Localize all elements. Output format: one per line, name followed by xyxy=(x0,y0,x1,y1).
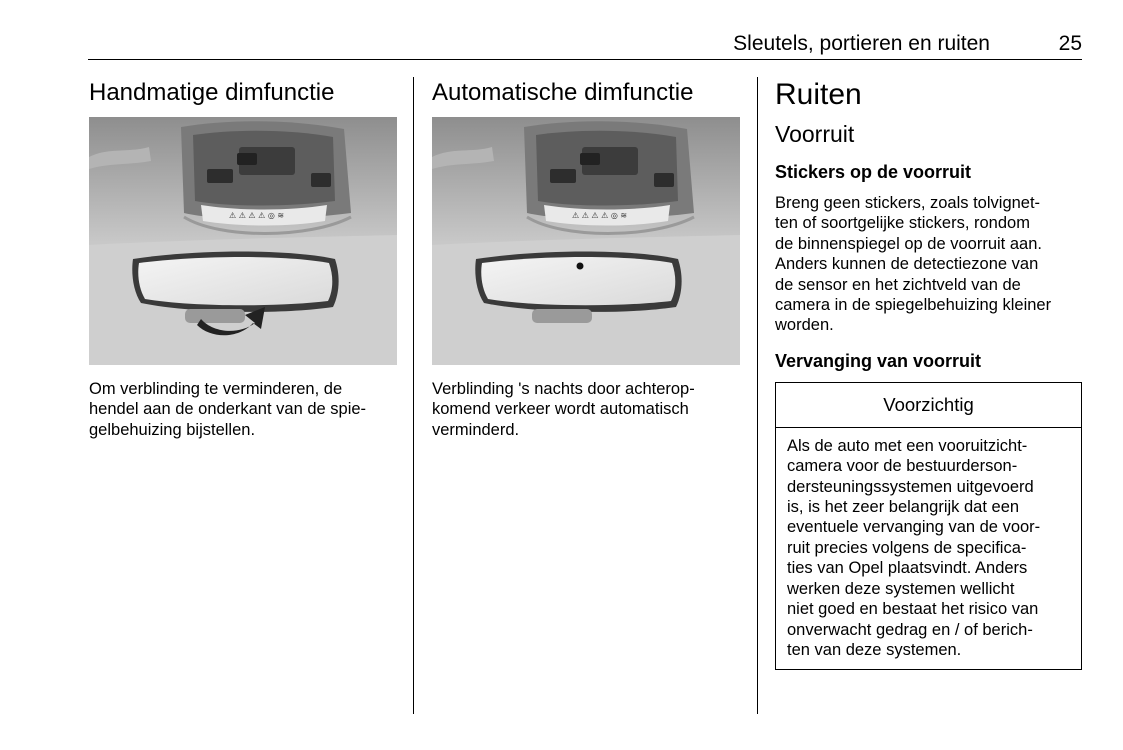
stickers-line: de binnenspiegel op de voorruit aan. xyxy=(775,234,1042,253)
caution-line: camera voor de bestuurderson- xyxy=(787,457,1018,476)
caution-box xyxy=(775,382,1082,670)
windscreen-subheading: Voorruit xyxy=(775,121,855,147)
automatic-dimming-mirror-illustration-icon xyxy=(432,117,740,365)
svg-text:⚠ ⚠ ⚠ ⚠ ◎ ≋: ⚠ ⚠ ⚠ ⚠ ◎ ≋ xyxy=(229,211,285,220)
caption-line: Om verblinding te verminderen, de xyxy=(89,380,343,398)
replacement-heading: Vervanging van voorruit xyxy=(775,350,982,371)
caution-line: ties van Opel plaatsvindt. Anders xyxy=(787,559,1028,578)
manual-dimming-heading: Handmatige dimfunctie xyxy=(89,79,335,106)
caption-line: Verblinding 's nachts door achterop- xyxy=(432,380,695,398)
manual-dimming-figure xyxy=(89,117,397,365)
caution-line: eventuele vervanging van de voor- xyxy=(787,518,1041,537)
caution-line: ten van deze systemen. xyxy=(787,640,962,659)
caution-line: dersteuningssystemen uitgevoerd xyxy=(787,477,1034,496)
middle-column xyxy=(432,78,740,440)
page-number: 25 xyxy=(1058,32,1082,55)
automatic-dimming-figure xyxy=(432,117,740,365)
column-divider-2 xyxy=(757,77,758,714)
stickers-line: camera in de spiegelbehuizing kleiner xyxy=(775,296,1052,315)
stickers-line: worden. xyxy=(775,316,834,335)
caution-line: ruit precies volgens de specifica- xyxy=(787,538,1027,557)
automatic-dimming-heading: Automatische dimfunctie xyxy=(432,79,694,106)
caption-line: hendel aan de onderkant van de spie- xyxy=(89,400,367,419)
left-column xyxy=(89,78,397,440)
right-column xyxy=(775,78,1083,670)
caption-line: verminderd. xyxy=(432,420,520,439)
caution-line: niet goed en bestaat het risico van xyxy=(787,600,1039,619)
caution-line: onverwacht gedrag en / of berich- xyxy=(787,620,1033,639)
caption-line: gelbehuizing bijstellen. xyxy=(89,420,256,439)
caption-line: komend verkeer wordt automatisch xyxy=(432,400,689,419)
stickers-line: Breng geen stickers, zoals tolvignet- xyxy=(775,194,1041,212)
stickers-line: ten of soortgelijke stickers, rondom xyxy=(775,214,1030,233)
stickers-heading: Stickers op de voorruit xyxy=(775,162,972,182)
caution-line: Als de auto met een vooruitzicht- xyxy=(787,436,1028,455)
column-divider-1 xyxy=(413,77,414,714)
running-header-title: Sleutels, portieren en ruiten xyxy=(733,32,990,55)
manual-dimming-mirror-illustration-icon xyxy=(89,117,397,365)
caution-line: is, is het zeer belangrijk dat een xyxy=(787,498,1020,517)
caution-line: werken deze systemen wellicht xyxy=(787,579,1015,598)
chapter-heading: Ruiten xyxy=(775,78,862,111)
stickers-line: Anders kunnen de detectiezone van xyxy=(775,255,1039,274)
stickers-line: de sensor en het zichtveld van de xyxy=(775,275,1021,294)
caution-title: Voorzichtig xyxy=(776,383,1081,428)
svg-text:⚠ ⚠ ⚠ ⚠ ◎ ≋: ⚠ ⚠ ⚠ ⚠ ◎ ≋ xyxy=(572,211,628,220)
caution-body xyxy=(776,428,1081,669)
header-rule xyxy=(88,59,1082,60)
